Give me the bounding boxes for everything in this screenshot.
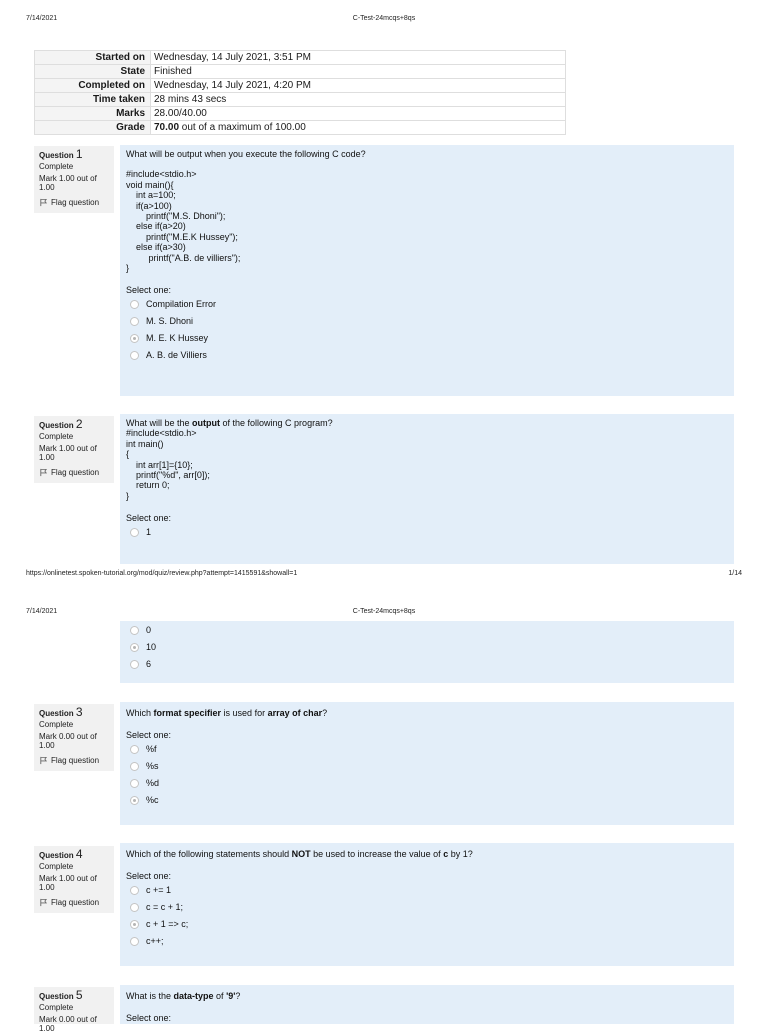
question-state: Complete: [39, 862, 74, 871]
radio-icon[interactable]: [130, 762, 139, 771]
question-content-5: [120, 985, 734, 1024]
question-content-2-continued: [120, 621, 734, 683]
answer-option[interactable]: %f: [126, 741, 728, 758]
answer-option[interactable]: Compilation Error: [126, 296, 728, 313]
summary-value: [151, 121, 566, 135]
answer-option[interactable]: 6: [126, 656, 728, 673]
page-header: [0, 15, 768, 27]
question-state: Complete: [39, 720, 74, 729]
question-state: Complete: [39, 162, 74, 171]
summary-row-started: [35, 51, 566, 65]
summary-label: Completed on: [35, 79, 151, 93]
answer-option[interactable]: %s: [126, 758, 728, 775]
answer-option[interactable]: c + 1 => c;: [126, 916, 728, 933]
radio-icon[interactable]: [130, 886, 139, 895]
radio-icon[interactable]: [130, 626, 139, 635]
question-content-4: [120, 843, 734, 966]
summary-row-completed: [35, 79, 566, 93]
flag-question-button[interactable]: [39, 756, 110, 765]
attempt-summary-table: [34, 50, 566, 135]
summary-value: 28 mins 43 secs: [151, 93, 566, 107]
radio-icon[interactable]: [130, 317, 139, 326]
radio-icon[interactable]: [130, 937, 139, 946]
question-number: Question 5: [39, 988, 83, 1002]
flag-question-label: Flag question: [51, 198, 100, 207]
summary-label: Marks: [35, 107, 151, 121]
question-number: Question 3: [39, 705, 83, 719]
print-date: 7/14/2021: [26, 15, 58, 22]
summary-row-grade: [35, 121, 566, 135]
answer-options: [126, 296, 728, 364]
radio-icon[interactable]: [130, 643, 139, 652]
select-one-label: Select one:: [126, 871, 172, 882]
flag-question-button[interactable]: [39, 898, 110, 907]
radio-icon[interactable]: [130, 334, 139, 343]
flag-icon: [39, 756, 48, 765]
radio-icon[interactable]: [130, 351, 139, 360]
select-one-label: Select one:: [126, 513, 172, 524]
select-one-label: Select one:: [126, 730, 172, 741]
question-info-4: [34, 846, 114, 913]
page-header: [0, 608, 768, 620]
code-block: #include<stdio.h> void main(){ int a=100; if(a>100) printf("M.S. Dhoni"); else if(a>20) printf("M.E.K Hussey"); else if(a>30) printf("A.B. de villiers"); }: [126, 169, 241, 274]
answer-option[interactable]: M. E. K Hussey: [126, 330, 728, 347]
question-mark: Mark 1.00 out of 1.00: [39, 174, 97, 192]
answer-option[interactable]: 0: [126, 622, 728, 639]
flag-question-button[interactable]: [39, 468, 110, 477]
answer-option[interactable]: 1: [126, 524, 728, 541]
answer-option[interactable]: %d: [126, 775, 728, 792]
summary-label: Grade: [35, 121, 151, 135]
summary-row-state: [35, 65, 566, 79]
question-mark: Mark 1.00 out of 1.00: [39, 444, 97, 462]
code-block: #include<stdio.h> int main() { int arr[1]={10}; printf("%d", arr[0]); return 0; }: [126, 428, 210, 501]
grade-suffix: out of a maximum of 100.00: [179, 121, 306, 133]
summary-label: Time taken: [35, 93, 151, 107]
radio-icon[interactable]: [130, 903, 139, 912]
radio-icon[interactable]: [130, 300, 139, 309]
question-content-2: [120, 414, 734, 564]
summary-row-time: [35, 93, 566, 107]
page-number: 1/14: [728, 570, 742, 577]
question-text: Which of the following statements should NOT be used to increase the value of c by 1?: [126, 849, 473, 859]
summary-value: 28.00/40.00: [151, 107, 566, 121]
question-text: What will be the output of the following C program?: [126, 418, 333, 428]
grade-value: 70.00: [154, 121, 180, 133]
radio-icon[interactable]: [130, 920, 139, 929]
page-footer: [0, 570, 768, 582]
summary-value: Wednesday, 14 July 2021, 4:20 PM: [151, 79, 566, 93]
print-date: 7/14/2021: [26, 608, 58, 615]
radio-icon[interactable]: [130, 528, 139, 537]
select-one-label: Select one:: [126, 285, 172, 296]
flag-question-label: Flag question: [51, 898, 100, 907]
question-text: What will be output when you execute the following C code?: [126, 149, 366, 159]
radio-icon[interactable]: [130, 779, 139, 788]
question-content-1: [120, 145, 734, 396]
flag-icon: [39, 198, 48, 207]
flag-question-label: Flag question: [51, 756, 100, 765]
quiz-title: C-Test-24mcqs+8qs: [352, 15, 416, 22]
flag-question-button[interactable]: [39, 198, 110, 207]
flag-icon: [39, 898, 48, 907]
radio-icon[interactable]: [130, 745, 139, 754]
question-info-1: [34, 146, 114, 213]
question-mark: Mark 1.00 out of 1.00: [39, 874, 97, 892]
question-number: Question 4: [39, 847, 83, 861]
answer-option[interactable]: %c: [126, 792, 728, 809]
summary-label: Started on: [35, 51, 151, 65]
question-info-3: [34, 704, 114, 771]
answer-option[interactable]: c += 1: [126, 882, 728, 899]
question-number: Question 1: [39, 147, 83, 161]
quiz-title: C-Test-24mcqs+8qs: [352, 608, 416, 615]
radio-icon[interactable]: [130, 796, 139, 805]
question-state: Complete: [39, 1003, 74, 1012]
summary-row-marks: [35, 107, 566, 121]
question-number: Question 2: [39, 417, 83, 431]
summary-value: Wednesday, 14 July 2021, 3:51 PM: [151, 51, 566, 65]
question-info-2: [34, 416, 114, 483]
summary-value: Finished: [151, 65, 566, 79]
question-mark: Mark 0.00 out of 1.00: [39, 1015, 97, 1033]
question-info-5: [34, 987, 114, 1033]
flag-question-label: Flag question: [51, 468, 100, 477]
question-content-3: [120, 702, 734, 825]
question-state: Complete: [39, 432, 74, 441]
radio-icon[interactable]: [130, 660, 139, 669]
answer-option[interactable]: M. S. Dhoni: [126, 313, 728, 330]
select-one-label: Select one:: [126, 1013, 172, 1024]
answer-option[interactable]: c++;: [126, 933, 728, 950]
answer-option[interactable]: c = c + 1;: [126, 899, 728, 916]
page-url: https://onlinetest.spoken-tutorial.org/mod/quiz/review.php?attempt=1415591&showall=1: [26, 570, 298, 577]
question-text: What is the data-type of '9'?: [126, 991, 241, 1001]
answer-option[interactable]: 10: [126, 639, 728, 656]
question-mark: Mark 0.00 out of 1.00: [39, 732, 97, 750]
summary-label: State: [35, 65, 151, 79]
flag-icon: [39, 468, 48, 477]
answer-option[interactable]: A. B. de Villiers: [126, 347, 728, 364]
question-text: Which format specifier is used for array of char?: [126, 708, 328, 718]
